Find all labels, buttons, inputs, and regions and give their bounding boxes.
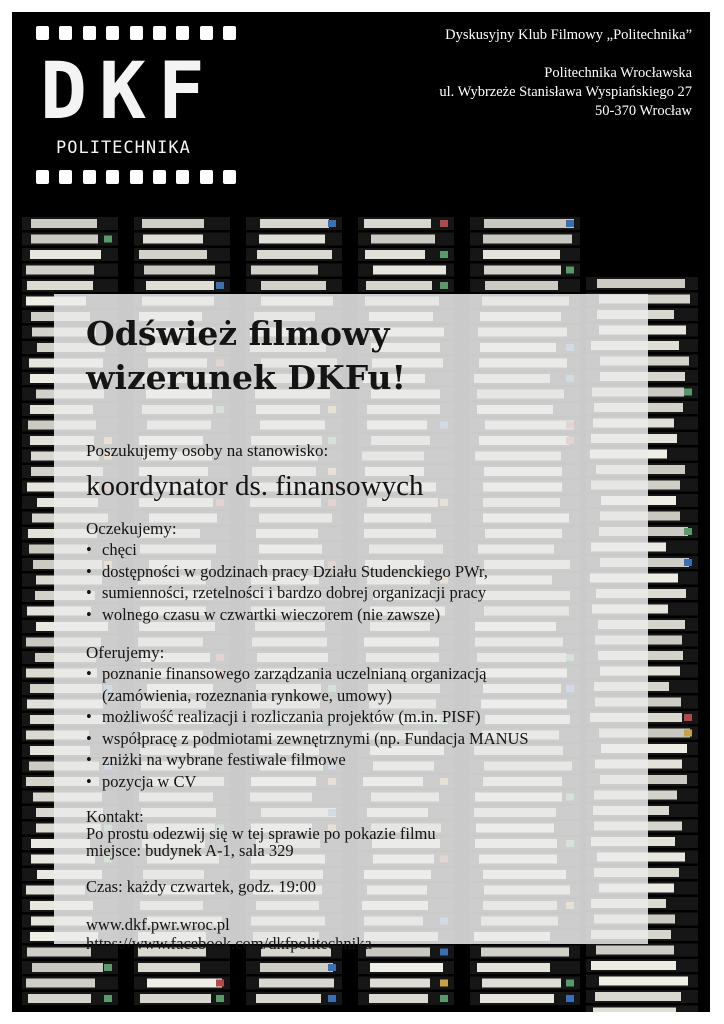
vhs-tape — [22, 279, 118, 292]
list-item: • poznanie finansowego zarządzania uczelnianą organizacją — [86, 663, 656, 685]
headline-line-2: wizerunek DKFu! — [86, 358, 407, 397]
vhs-tape — [586, 277, 698, 290]
offer-list — [86, 663, 656, 792]
vhs-tape — [470, 977, 580, 990]
vhs-tape — [358, 279, 454, 292]
vhs-tape — [358, 961, 454, 974]
vhs-tape — [134, 977, 230, 990]
vhs-tape — [134, 248, 230, 261]
list-item: • możliwość realizacji i rozliczania projektów (m.in. PISF) — [86, 706, 656, 728]
vhs-tape — [134, 992, 230, 1005]
vhs-tape — [358, 248, 454, 261]
vhs-tape — [358, 977, 454, 990]
vhs-tape — [246, 264, 342, 277]
list-item: • zniżki na wybrane festiwale filmowe — [86, 749, 656, 771]
links-block — [86, 915, 656, 953]
dkf-logo — [36, 24, 236, 186]
announcement — [86, 298, 656, 953]
club-street: ul. Wybrzeże Stanisława Wyspiańskiego 27 — [439, 84, 692, 100]
vhs-tape — [134, 233, 230, 246]
vhs-tape — [22, 961, 118, 974]
vhs-tape — [358, 992, 454, 1005]
vhs-tape — [22, 217, 118, 230]
vhs-tape — [470, 961, 580, 974]
vhs-tape — [246, 992, 342, 1005]
vhs-tape — [22, 977, 118, 990]
vhs-tape — [246, 279, 342, 292]
contact-heading: Kontakt: — [86, 807, 144, 826]
vhs-tape — [586, 990, 698, 1003]
expect-heading: Oczekujemy: — [86, 519, 177, 538]
vhs-tape — [246, 977, 342, 990]
vhs-tape — [246, 248, 342, 261]
lead-text: Poszukujemy osoby na stanowisko: — [86, 441, 329, 460]
meeting-time: Czas: każdy czwartek, godz. 19:00 — [86, 877, 317, 896]
contact-line-1: Po prostu odezwij się w tej sprawie po pokazie filmu — [86, 824, 436, 843]
vhs-tape — [586, 1006, 698, 1013]
vhs-tape — [470, 248, 580, 261]
facebook-link[interactable]: https://www.facebook.com/dkfpolitechnika — [86, 934, 372, 953]
offer-heading: Oferujemy: — [86, 643, 165, 662]
vhs-tape — [134, 279, 230, 292]
vhs-tape — [470, 279, 580, 292]
expect-list — [86, 539, 656, 625]
list-item: • dostępności w godzinach pracy Działu Studenckiego PWr, — [86, 561, 656, 583]
list-item: • pozycja w CV — [86, 771, 656, 793]
vhs-tape — [22, 264, 118, 277]
vhs-tape — [358, 264, 454, 277]
vhs-tape — [470, 217, 580, 230]
list-item: • sumienności, rzetelności i bardzo dobrej organizacji pracy — [86, 582, 656, 604]
vhs-tape — [586, 959, 698, 972]
club-city: 50-370 Wrocław — [595, 103, 692, 119]
vhs-tape — [22, 248, 118, 261]
club-name: Dyskusyjny Klub Filmowy „Politechnika” — [445, 27, 692, 43]
vhs-tape — [358, 217, 454, 230]
logo-subtitle: POLITECHNIKA — [56, 138, 191, 158]
contact-line-2: miejsce: budynek A-1, sala 329 — [86, 841, 294, 860]
position-title: koordynator ds. finansowych — [86, 470, 424, 502]
vhs-tape — [470, 992, 580, 1005]
list-item: • współpracę z podmiotami zewnętrznymi (np. Fundacja MANUS — [86, 728, 656, 750]
vhs-tape — [134, 217, 230, 230]
film-perforation-bottom — [36, 170, 236, 184]
vhs-tape — [470, 264, 580, 277]
vhs-tape — [470, 233, 580, 246]
vhs-tape — [22, 992, 118, 1005]
website-link[interactable]: www.dkf.pwr.wroc.pl — [86, 915, 230, 934]
vhs-tape — [246, 961, 342, 974]
vhs-tape — [246, 233, 342, 246]
vhs-tape — [586, 975, 698, 988]
vhs-tape — [358, 233, 454, 246]
club-org: Politechnika Wrocławska — [544, 65, 692, 81]
logo-title: DKF — [40, 47, 217, 137]
vhs-tape — [134, 264, 230, 277]
list-item: • wolnego czasu w czwartki wieczorem (nie zawsze) — [86, 604, 656, 626]
club-address — [439, 26, 692, 121]
contact-block — [86, 808, 656, 859]
film-perforation-top — [36, 26, 236, 40]
vhs-tape — [134, 961, 230, 974]
list-item-continuation: (zamówienia, rozeznania rynkowe, umowy) — [102, 685, 393, 705]
vhs-tape — [246, 217, 342, 230]
headline — [86, 312, 656, 400]
headline-line-1: Odśwież filmowy — [86, 314, 390, 353]
list-item: • chęci — [86, 539, 656, 561]
vhs-tape — [22, 233, 118, 246]
